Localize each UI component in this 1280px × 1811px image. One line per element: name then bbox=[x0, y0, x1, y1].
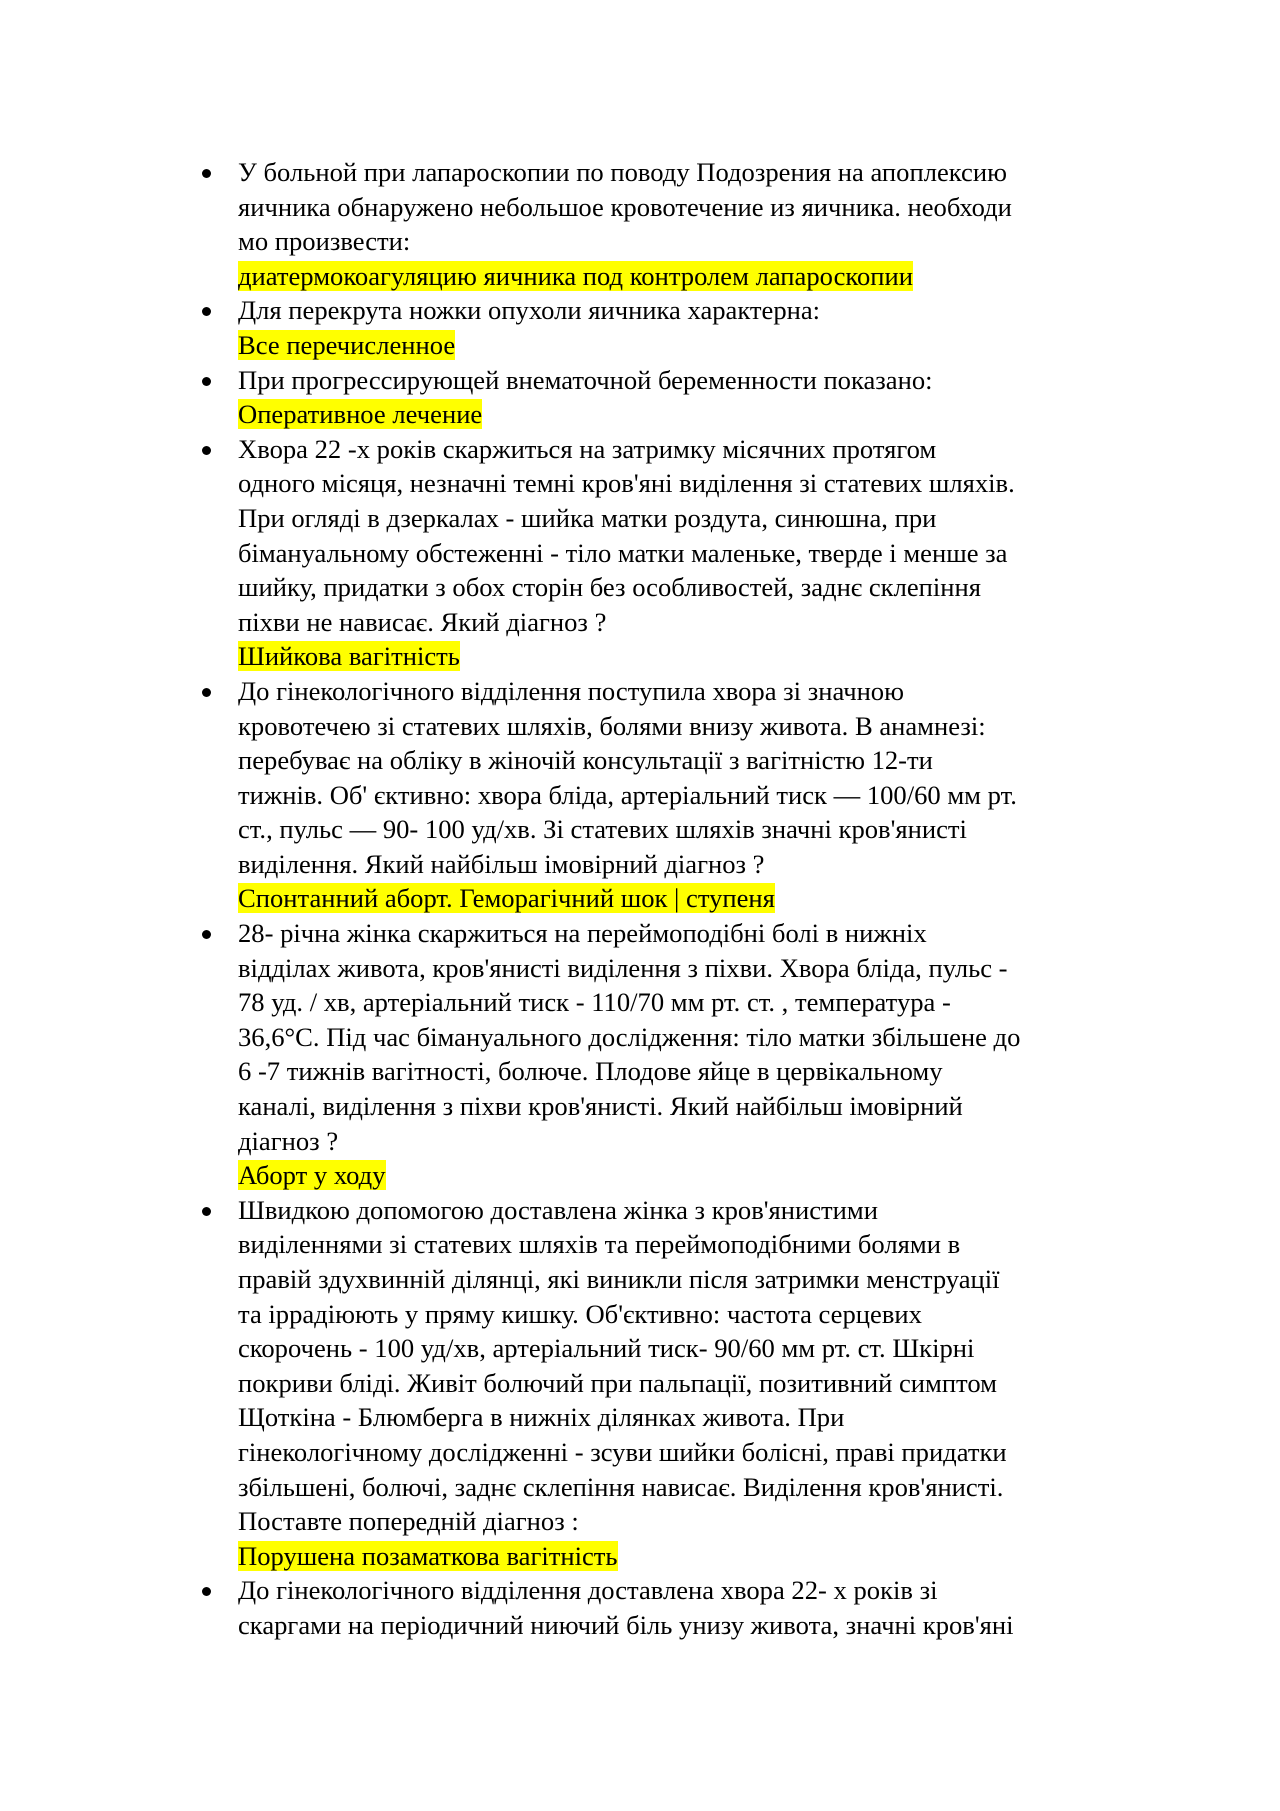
answer-line bbox=[238, 1539, 1138, 1574]
question-text: Для перекрута ножки опухоли яичника характерна: bbox=[238, 295, 821, 326]
highlighted-answer: Спонтанний аборт. Геморагічний шок | ступеня bbox=[238, 883, 775, 914]
question-text: У больной при лапароскопии по поводу Подозрения на апоплексию яичника обнаружено небольшое кровотечение из яичника. необходи мо произвести: bbox=[238, 157, 1012, 257]
highlighted-answer: Все перечисленное bbox=[238, 329, 456, 360]
list-item bbox=[238, 1193, 1138, 1574]
answer-line bbox=[238, 639, 1138, 674]
answer-line bbox=[238, 881, 1138, 916]
list-item bbox=[238, 293, 1138, 362]
answer-line bbox=[238, 328, 1138, 363]
answer-line bbox=[238, 259, 1138, 294]
bullet-icon bbox=[202, 1587, 211, 1596]
question-list bbox=[238, 155, 1138, 1643]
list-item bbox=[238, 1573, 1138, 1642]
question-text: При прогрессирующей внематочной беременности показано: bbox=[238, 364, 933, 395]
question-text: До гінекологічного відділення доставлена хвора 22- х років зі скаргами на періодичний ниючий біль унизу живота, значні кров'яні bbox=[238, 1575, 1014, 1640]
list-item bbox=[238, 155, 1138, 293]
highlighted-answer: диатермокоагуляцию яичника под контролем лапароскопии bbox=[238, 260, 913, 291]
list-item bbox=[238, 432, 1138, 674]
answer-line bbox=[238, 1158, 1138, 1193]
question-text: 28- річна жінка скаржиться на переймоподібні болі в нижніх відділах живота, кров'янисті виділення з піхви. Хвора бліда, пульс - 78 уд. / хв, артеріальний тиск - 110/70 мм рт. ст. , температура - 36,6°С. Під час бімануального дослідження: тіло матки збільшене до 6 -7 тижнів вагітності, болюче. Плодове яйце в цервікальному каналі, виділення з піхви кров'янисті. Який найбільш імовірний діагноз ? bbox=[238, 918, 1021, 1156]
highlighted-answer: Оперативное лечение bbox=[238, 399, 483, 430]
list-item bbox=[238, 916, 1138, 1193]
highlighted-answer: Аборт у ходу bbox=[238, 1160, 386, 1191]
list-item bbox=[238, 674, 1138, 916]
highlighted-answer: Шийкова вагітність bbox=[238, 641, 460, 672]
bullet-icon bbox=[202, 930, 211, 939]
bullet-icon bbox=[202, 446, 211, 455]
answer-line bbox=[238, 397, 1138, 432]
bullet-icon bbox=[202, 377, 211, 386]
bullet-icon bbox=[202, 1207, 211, 1216]
question-text: Хвора 22 -х років скаржиться на затримку місячних протягом одного місяця, незначні темні кров'яні виділення зі статевих шляхів. При огляді в дзеркалах - шийка матки роздута, синюшна, при бімануальному обстеженні - тіло матки маленьке, тверде і менше за шийку, придатки з обох сторін без особливостей, заднє склепіння піхви не нависає. Який діагноз ? bbox=[238, 433, 1015, 637]
bullet-icon bbox=[202, 307, 211, 316]
highlighted-answer: Порушена позаматкова вагітність bbox=[238, 1540, 618, 1571]
bullet-icon bbox=[202, 688, 211, 697]
question-text: До гінекологічного відділення поступила хвора зі значною кровотечею зі статевих шляхів, болями внизу живота. В анамнезі: перебуває на обліку в жіночій консультації з вагітністю 12-ти тижнів. Об' єктивно: хвора бліда, артеріальний тиск — 100/60 мм рт. ст., пульс — 90- 100 уд/хв. Зі статевих шляхів значні кров'янисті виділення. Який найбільш імовірний діагноз ? bbox=[238, 675, 1017, 879]
question-text: Швидкою допомогою доставлена жінка з кров'янистими виділеннями зі статевих шляхів та переймоподібними болями в правій здухвинній ділянці, які виникли після затримки менструації та іррадіюють у пряму кишку. Об'єктивно: частота серцевих скорочень - 100 уд/хв, артеріальний тиск- 90/60 мм рт. ст. Шкірні покриви бліді. Живіт болючий при пальпації, позитивний симптом Щоткіна - Блюмберга в нижніх ділянках живота. При гінекологічному дослідженні - зсуви шийки болісні, праві придатки збільшені, болючі, заднє склепіння нависає. Виділення кров'янисті. Поставте попередній діагноз : bbox=[238, 1194, 1007, 1537]
list-item bbox=[238, 363, 1138, 432]
bullet-icon bbox=[202, 169, 211, 178]
